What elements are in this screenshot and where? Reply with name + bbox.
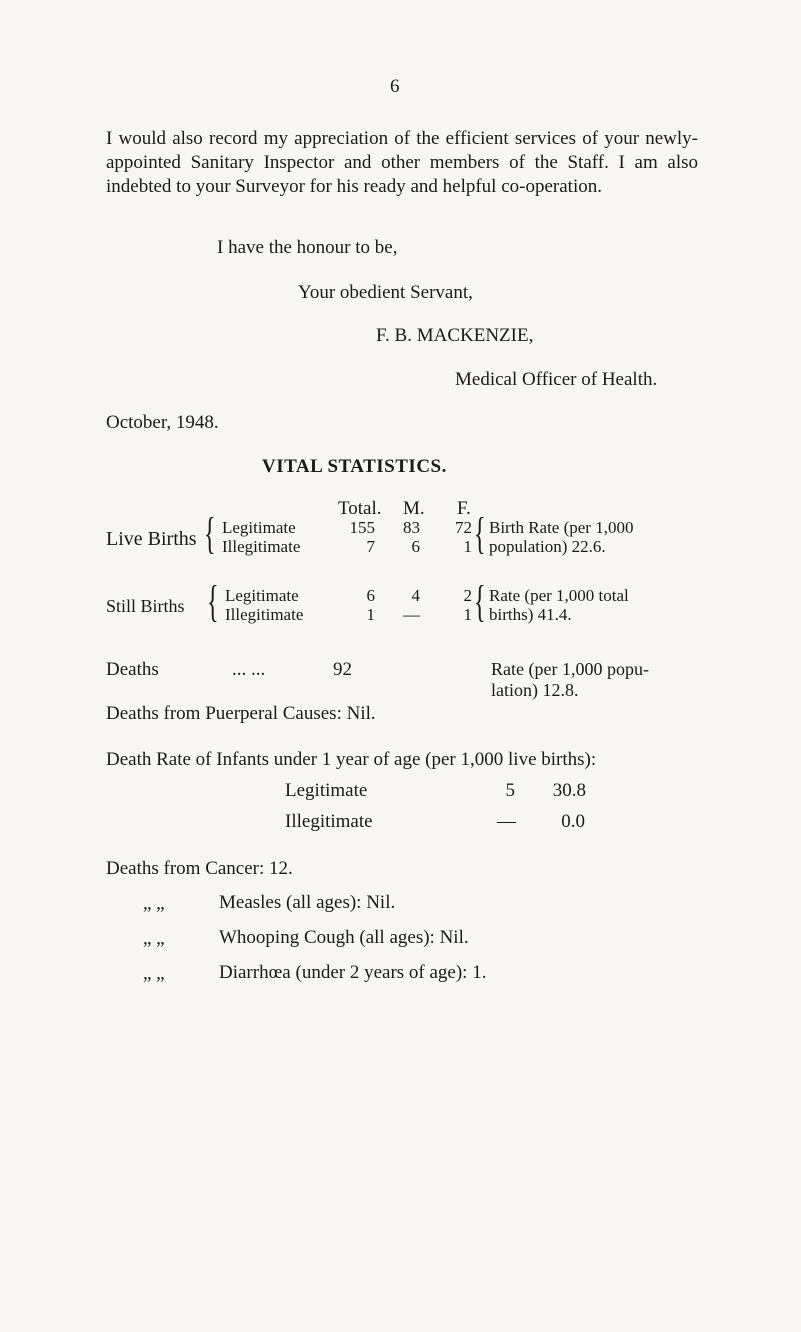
whooping-cough-deaths: Whooping Cough (all ages): Nil. [219, 927, 469, 948]
still-legit-total: 6 [366, 586, 375, 605]
infant-legit-label: Legitimate [285, 780, 368, 801]
closing-line-2: Your obedient Servant, [298, 282, 473, 303]
still-illegit-m: — [403, 605, 420, 624]
still-rate-line-1: Rate (per 1,000 total [489, 586, 629, 605]
death-rate-line-1: Rate (per 1,000 popu- [491, 659, 649, 679]
live-rate-brace: { [474, 509, 486, 558]
infant-legit-count: 5 [505, 780, 515, 801]
live-births-brace: { [204, 509, 216, 558]
live-rate-line-1: Birth Rate (per 1,000 [489, 518, 634, 537]
section-heading: VITAL STATISTICS. [262, 456, 447, 477]
infant-death-heading: Death Rate of Infants under 1 year of age (per 1,000 live births): [106, 749, 597, 770]
ditto-mark: „ „ [143, 963, 165, 984]
page-number: 6 [390, 76, 400, 97]
intro-paragraph: I would also record my appreciation of the efficient services of your newly-appointed Sanitary Inspector and other members of the Staff. I am also indebted to your Surveyor for his ready and helpful co-operation. [106, 128, 698, 197]
measles-deaths: Measles (all ages): Nil. [219, 892, 396, 913]
ditto-mark: „ „ [143, 893, 165, 914]
column-header-m: M. [403, 498, 425, 519]
live-illegit-f: 1 [463, 537, 472, 556]
still-rate-brace: { [474, 577, 486, 626]
still-births-label: Still Births [106, 596, 185, 616]
live-legit-m: 83 [403, 518, 420, 537]
infant-illegit-rate: 0.0 [561, 811, 585, 832]
signatory-title: Medical Officer of Health. [455, 369, 658, 390]
still-illegit-label: Illegitimate [225, 605, 304, 624]
deaths-dots: ... ... [232, 659, 266, 680]
live-births-label: Live Births [106, 528, 197, 550]
live-illegit-total: 7 [366, 537, 375, 556]
puerperal-deaths: Deaths from Puerperal Causes: Nil. [106, 703, 376, 724]
closing-line-1: I have the honour to be, [217, 237, 398, 258]
still-rate-line-2: births) 41.4. [489, 605, 572, 624]
live-legit-label: Legitimate [222, 518, 296, 537]
deaths-label: Deaths [106, 659, 159, 680]
still-legit-label: Legitimate [225, 586, 299, 605]
signatory-name: F. B. MACKENZIE, [376, 325, 534, 346]
column-header-f: F. [457, 498, 471, 519]
column-header-total: Total. [338, 498, 382, 519]
still-legit-m: 4 [411, 586, 420, 605]
deaths-total: 92 [333, 659, 352, 680]
infant-illegit-label: Illegitimate [285, 811, 373, 832]
still-illegit-total: 1 [366, 605, 375, 624]
live-legit-f: 72 [455, 518, 472, 537]
ditto-mark: „ „ [143, 928, 165, 949]
cancer-deaths: Deaths from Cancer: 12. [106, 858, 293, 879]
letter-date: October, 1948. [106, 412, 219, 433]
infant-legit-rate: 30.8 [552, 780, 586, 801]
death-rate-line-2: lation) 12.8. [491, 680, 579, 700]
live-rate-line-2: population) 22.6. [489, 537, 606, 556]
diarrhoea-deaths: Diarrhœa (under 2 years of age): 1. [219, 962, 487, 983]
live-illegit-label: Illegitimate [222, 537, 301, 556]
still-legit-f: 2 [463, 586, 472, 605]
infant-illegit-count: — [497, 811, 516, 832]
live-illegit-m: 6 [411, 537, 420, 556]
still-illegit-f: 1 [463, 605, 472, 624]
still-births-brace: { [207, 577, 219, 626]
live-legit-total: 155 [349, 518, 375, 537]
